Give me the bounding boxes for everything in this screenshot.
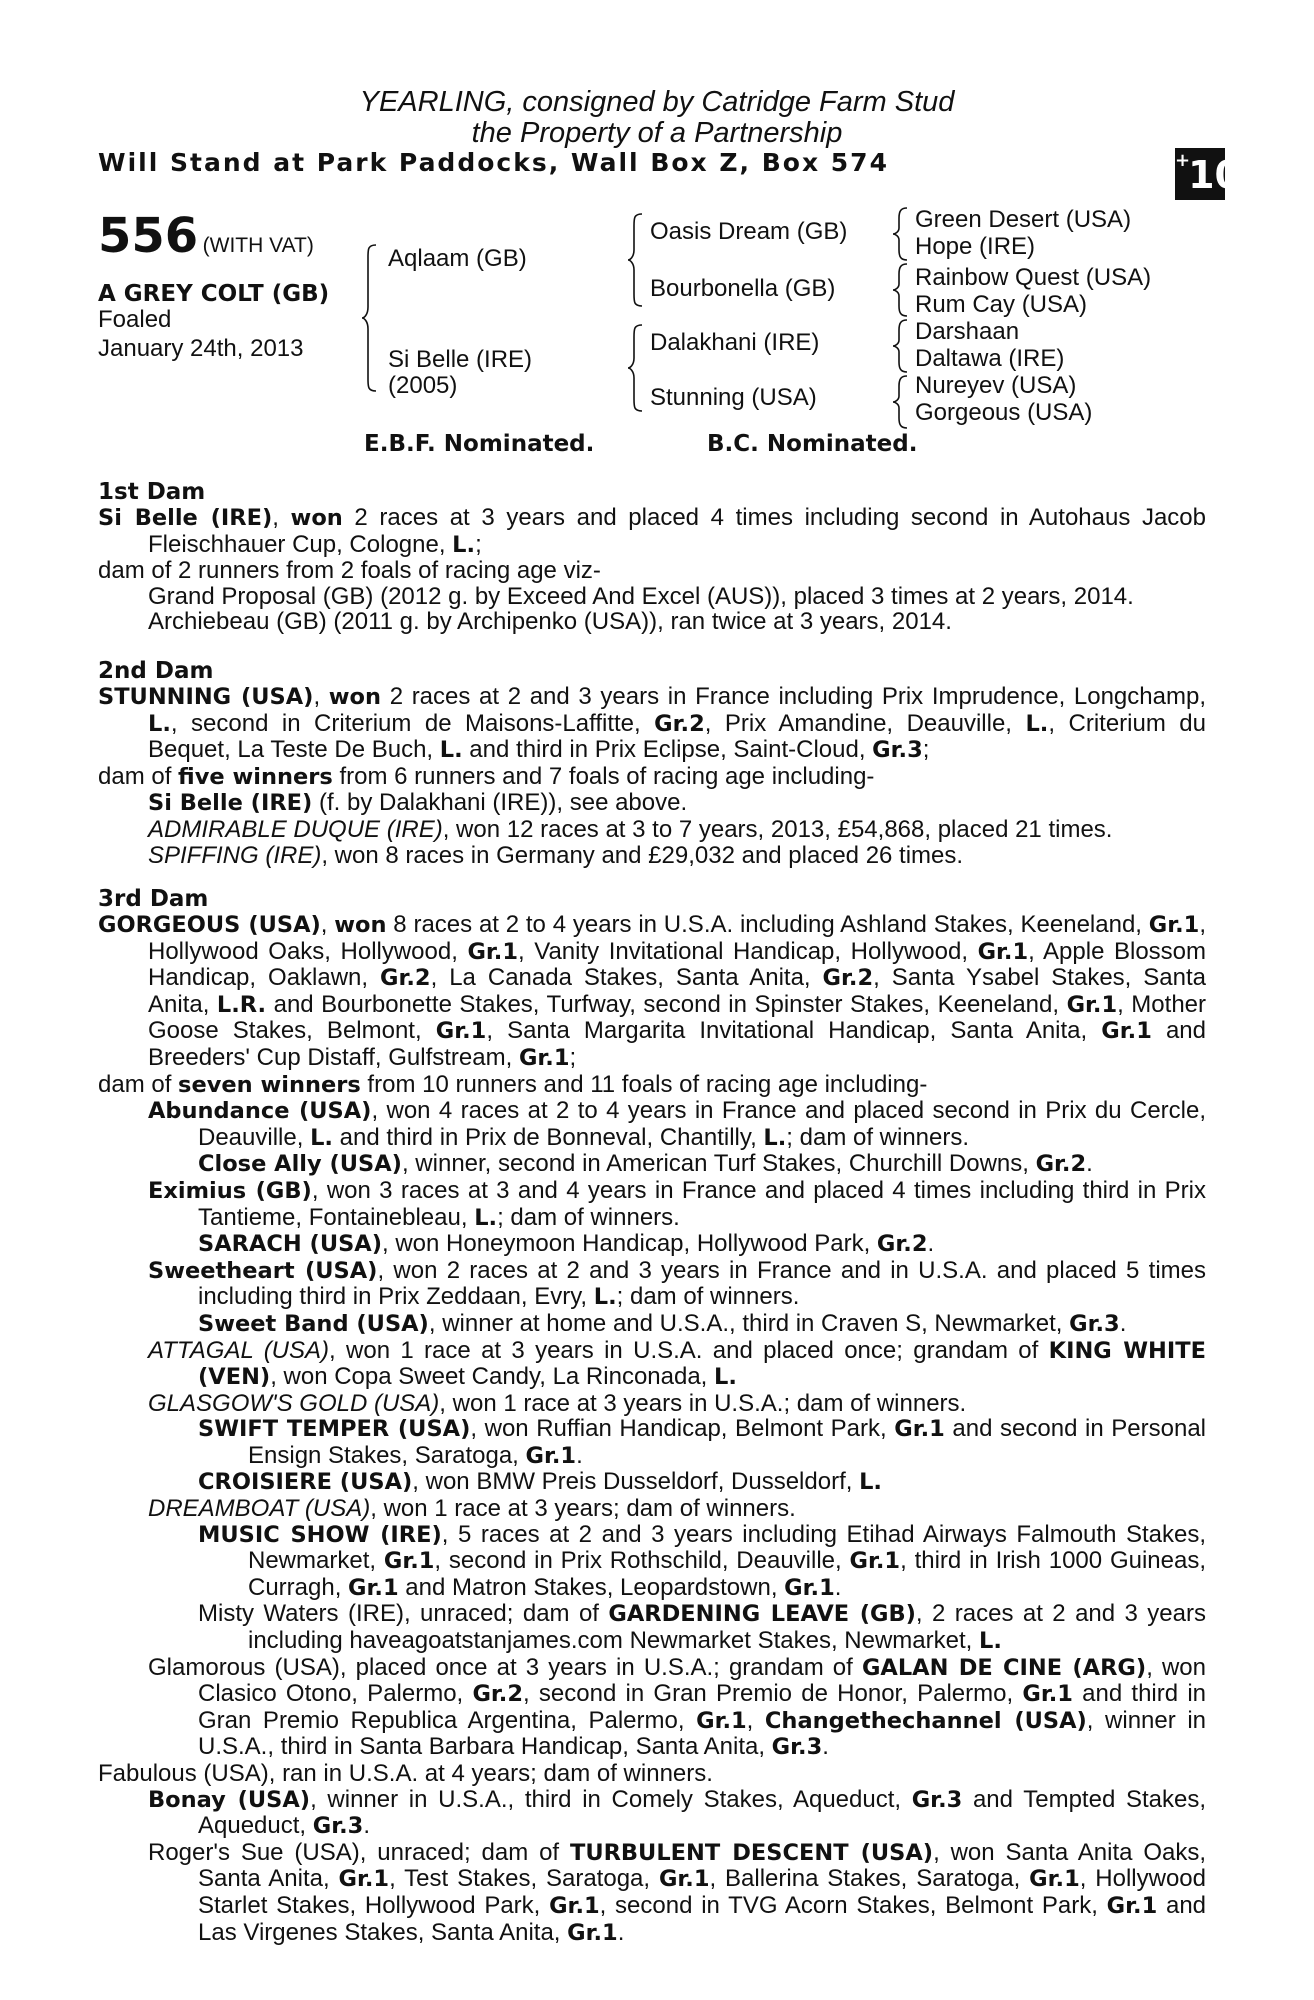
- text-run: and Breeders' Cup Distaff, Gulfstream,: [148, 1017, 1206, 1071]
- race-grade: Gr.1: [467, 938, 519, 965]
- race-grade: Gr.2: [380, 965, 431, 992]
- text-run: , won Honeymoon Handicap, Hollywood Park,: [382, 1230, 877, 1258]
- bc-nominated: B.C. Nominated.: [707, 431, 918, 457]
- race-grade: L.: [763, 1124, 787, 1151]
- text-run: , Hollywood Starlet Stakes, Hollywood Park,: [198, 1865, 1206, 1919]
- race-grade: Gr.1: [348, 1574, 399, 1601]
- race-grade: Gr.2: [654, 710, 705, 737]
- third-dam-name: GORGEOUS (USA): [98, 912, 321, 938]
- horse-name: GALAN DE CINE (ARG): [861, 1654, 1147, 1681]
- bracket-dam: [628, 323, 648, 413]
- text-run: dam of: [98, 762, 179, 790]
- second-dam-name: STUNNING (USA): [98, 684, 314, 710]
- text-run: , second in Gran Premio de Honor, Palermo,: [523, 1680, 1023, 1708]
- race-grade: Gr.1: [1101, 1018, 1152, 1045]
- produce-item: [98, 1258, 1206, 1311]
- race-grade: Gr.3: [872, 737, 923, 764]
- text-run: , winner at home and U.S.A., third in Craven S, Newmarket,: [428, 1309, 1070, 1337]
- text-run: , won 1 race at 3 years in U.S.A. and placed once; grandam of: [329, 1336, 1049, 1364]
- header-line-3: Will Stand at Park Paddocks, Wall Box Z, Box 574: [98, 148, 889, 177]
- text-run: dam of: [98, 1070, 179, 1098]
- produce-item: [98, 1840, 1206, 1946]
- bracket-g3-2: [893, 262, 913, 318]
- text-run: (f. by Dalakhani (IRE)), see above.: [312, 789, 688, 817]
- horse-name: Abundance (USA): [148, 1098, 372, 1125]
- text-run: Misty Waters (IRE), unraced; dam of: [198, 1600, 609, 1628]
- text-run: , won BMW Preis Dusseldorf, Dusseldorf,: [412, 1468, 860, 1496]
- text-run: , Santa Ysabel Stakes, Santa Anita,: [148, 964, 1207, 1018]
- text-run: , winner, second in American Turf Stakes, Churchill Downs,: [401, 1150, 1036, 1178]
- text-run: , second in Criterium de Maisons-Laffitte,: [170, 709, 655, 737]
- race-grade: L.: [439, 737, 463, 764]
- text-run: , Vanity Invitational Handicap, Hollywood,: [518, 937, 978, 965]
- race-grade: Gr.3: [312, 1813, 364, 1840]
- winners-count: five winners: [178, 763, 333, 790]
- race-grade: L.R.: [216, 991, 267, 1018]
- first-dam-produce-intro: dam of 2 runners from 2 foals of racing age viz-: [98, 557, 601, 585]
- text-run: , winner in U.S.A., third in Santa Barbara Handicap, Santa Anita,: [198, 1706, 1206, 1761]
- foaled-label: Foaled: [98, 306, 172, 333]
- sire-sire: Oasis Dream (GB): [650, 218, 848, 245]
- sire: Aqlaam (GB): [388, 245, 527, 272]
- text-run: and Bourbonette Stakes, Turfway, second in Spinster Stakes, Keeneland,: [266, 990, 1067, 1018]
- horse-name: SARACH (USA): [198, 1231, 382, 1258]
- winners-count: seven winners: [178, 1071, 361, 1098]
- produce-item: [98, 843, 1206, 869]
- third-dam-heading: 3rd Dam: [98, 886, 209, 912]
- race-grade: Gr.1: [338, 1866, 390, 1893]
- foaled-date: January 24th, 2013: [98, 335, 304, 362]
- header-line-2: the Property of a Partnership: [471, 117, 843, 149]
- race-grade: Gr.3: [1069, 1310, 1120, 1337]
- text-run: , Test Stakes, Saratoga,: [389, 1865, 659, 1893]
- g3-rainbow-quest: Rainbow Quest (USA): [915, 264, 1152, 291]
- horse-name: TURBULENT DESCENT (USA): [569, 1839, 934, 1866]
- text-run: ;: [922, 736, 930, 764]
- text-run: .: [576, 1441, 583, 1469]
- dam: Si Belle (IRE): [388, 346, 533, 373]
- text-run: , Santa Margarita Invitational Handicap, Santa Anita,: [486, 1017, 1102, 1045]
- race-grade: Gr.1: [525, 1442, 577, 1469]
- text-run: , Mother Goose Stakes, Belmont,: [148, 990, 1206, 1045]
- horse-name: GARDENING LEAVE (GB): [608, 1601, 916, 1628]
- text-run: , won 1 race at 3 years in U.S.A.; dam of winners.: [439, 1389, 967, 1417]
- text-run: ; dam of winners.: [786, 1123, 970, 1151]
- race-grade: Gr.1: [549, 1892, 600, 1919]
- badge-number: 10: [1188, 153, 1241, 197]
- text-run: , Criterium du Bequet, La Teste De Buch,: [148, 709, 1206, 764]
- produce-item: [98, 1655, 1206, 1761]
- text-run: .: [1086, 1150, 1093, 1178]
- text-run: from 6 runners and 7 foals of racing age including-: [332, 762, 875, 790]
- race-grade: Gr.1: [894, 1416, 945, 1443]
- first-dam-listed: L.: [452, 531, 476, 558]
- second-dam-produce-intro: [98, 764, 1206, 791]
- race-grade: Gr.1: [567, 1919, 618, 1946]
- text-run: , La Canada Stakes, Santa Anita,: [430, 964, 823, 992]
- produce-item: [98, 1601, 1206, 1654]
- horse-description: A GREY COLT (GB): [98, 281, 330, 307]
- ebf-nominated: E.B.F. Nominated.: [364, 431, 595, 457]
- text-run: , second in Prix Rothschild, Deauville,: [434, 1547, 850, 1575]
- g3-darshaan: Darshaan: [915, 318, 1020, 345]
- lot-number: 556: [98, 208, 199, 264]
- stud-book-badge: [1175, 148, 1241, 200]
- third-dam-won: won: [334, 912, 387, 938]
- race-grade: Gr.2: [472, 1681, 524, 1708]
- text-run: , Apple Blossom Handicap, Oaklawn,: [148, 937, 1207, 992]
- first-dam-won: won: [290, 505, 343, 531]
- lot-block: [98, 208, 314, 264]
- text-run: Roger's Sue (USA), unraced; dam of: [148, 1838, 570, 1866]
- horse-name: ATTAGAL (USA): [148, 1336, 330, 1364]
- bracket-g3-3: [893, 318, 913, 374]
- produce-item: [98, 1178, 1206, 1231]
- produce-item: Grand Proposal (GB) (2012 g. by Exceed And Excel (AUS)), placed 3 times at 2 years, 2014.: [148, 582, 1134, 610]
- race-grade: Gr.3: [911, 1786, 963, 1813]
- produce-item: [98, 1338, 1206, 1391]
- dam-sire: Dalakhani (IRE): [650, 329, 820, 356]
- race-grade: L.: [859, 1469, 882, 1496]
- horse-name: Changethechannel (USA): [764, 1707, 1087, 1734]
- race-grade: Gr.1: [849, 1548, 901, 1575]
- text-run: , 2 races at 2 and 3 years including haveagoatstanjames.com Newmarket Stakes, Newmarket,: [248, 1600, 1206, 1655]
- text-run: ,: [746, 1706, 765, 1734]
- text-run: , Hollywood Oaks, Hollywood,: [148, 911, 1206, 965]
- race-grade: Gr.1: [1148, 912, 1200, 938]
- text-run: , won Santa Anita Oaks, Santa Anita,: [198, 1838, 1207, 1893]
- horse-name: Close Ally (USA): [198, 1151, 402, 1178]
- race-grade: L.: [148, 710, 171, 737]
- horse-name: Eximius (GB): [148, 1177, 312, 1204]
- race-grade: Gr.1: [1022, 1681, 1073, 1708]
- second-dam-won: won: [328, 684, 382, 710]
- horse-name: DREAMBOAT (USA): [148, 1495, 371, 1523]
- pedigree-bracket-main: [362, 243, 382, 393]
- first-dam-record: Si Belle (IRE), won 2 races at 3 years and placed 4 times including second in Autohaus Jacob Fleischhauer Cup, Cologne, L.;: [98, 504, 1207, 558]
- horse-name: SWIFT TEMPER (USA): [198, 1416, 471, 1443]
- text-run: , 5 races at 2 and 3 years including Etihad Airways Falmouth Stakes, Newmarket,: [248, 1520, 1206, 1575]
- race-grade: L.: [474, 1204, 498, 1231]
- horse-name: Sweetheart (USA): [148, 1257, 378, 1284]
- text-run: , Prix Amandine, Deauville,: [704, 709, 1026, 737]
- produce-item: [98, 1761, 1206, 1787]
- text-run: .: [927, 1230, 935, 1258]
- text-run: 2 races at 2 and 3 years in France including Prix Imprudence, Longchamp,: [381, 683, 1206, 710]
- race-grade: L.: [979, 1628, 1002, 1655]
- text-run: and third in Gran Premio Republica Argentina, Palermo,: [198, 1680, 1206, 1734]
- horse-name: ADMIRABLE DUQUE (IRE): [148, 815, 443, 843]
- produce-item: [98, 1522, 1206, 1602]
- g3-rum-cay: Rum Cay (USA): [915, 291, 1088, 318]
- text-run: ; dam of winners.: [616, 1283, 800, 1311]
- text-run: .: [834, 1573, 842, 1601]
- g3-hope: Hope (IRE): [915, 233, 1036, 260]
- race-grade: Gr.1: [696, 1707, 747, 1734]
- race-grade: Gr.1: [1106, 1892, 1158, 1919]
- dam-dam: Stunning (USA): [650, 384, 817, 411]
- vat-note: (WITH VAT): [202, 234, 314, 257]
- first-dam-heading: 1st Dam: [98, 479, 206, 505]
- bracket-g3-1: [893, 206, 913, 262]
- text-run: , Ballerina Stakes, Saratoga,: [709, 1865, 1030, 1893]
- horse-name: Sweet Band (USA): [198, 1310, 429, 1337]
- text-run: and Matron Stakes, Leopardstown,: [398, 1573, 785, 1601]
- produce-item: [98, 1391, 1206, 1417]
- horse-name: Bonay (USA): [148, 1786, 311, 1813]
- badge-plus: +: [1175, 150, 1191, 171]
- produce-item: [98, 1787, 1206, 1840]
- g3-gorgeous: Gorgeous (USA): [915, 399, 1093, 426]
- race-grade: Gr.3: [771, 1734, 823, 1761]
- produce-item: [98, 1496, 1206, 1522]
- second-dam-record: STUNNING (USA), won 2 races at 2 and 3 years in France including Prix Imprudence, Longchamp, L., second in Criterium de Maisons-Laffitte, Gr.2, Prix Amandine, Deauville, L., Criterium du Bequet, La Teste De Buch, L. and third in Prix Eclipse, Saint-Cloud, Gr.3;: [98, 683, 1206, 764]
- text-run: , won 2 races at 2 and 3 years in France and in U.S.A. and placed 5 times including third in Prix Zeddaan, Evry,: [198, 1256, 1206, 1311]
- text-run: , won 3 races at 3 and 4 years in France and placed 4 times including third in Prix Tantieme, Fontainebleau,: [198, 1176, 1206, 1231]
- produce-item: [98, 817, 1206, 843]
- race-grade: Gr.1: [383, 1548, 435, 1575]
- text-run: from 10 runners and 11 foals of racing age including-: [360, 1070, 928, 1098]
- text-run: Glamorous (USA), placed once at 3 years in U.S.A.; grandam of: [148, 1653, 862, 1681]
- text-run: and third in Prix Eclipse, Saint-Cloud,: [462, 736, 873, 764]
- race-grade: Gr.1: [977, 938, 1029, 965]
- horse-name: Si Belle (IRE): [148, 790, 313, 817]
- g3-daltawa: Daltawa (IRE): [915, 345, 1065, 372]
- text-run: , won 12 races at 3 to 7 years, 2013, £54,868, placed 21 times.: [442, 815, 1113, 843]
- second-dam-section: [98, 658, 1206, 868]
- text-run: .: [822, 1733, 829, 1761]
- text-run: .: [1119, 1309, 1127, 1337]
- race-grade: Gr.2: [876, 1231, 928, 1258]
- text-run: and third in Prix de Bonneval, Chantilly,: [332, 1123, 764, 1151]
- horse-name: CROISIERE (USA): [198, 1469, 413, 1496]
- first-dam-section: [98, 479, 1206, 635]
- race-grade: Gr.1: [435, 1018, 487, 1045]
- race-grade: Gr.1: [1066, 991, 1118, 1018]
- text-run: , won Copa Sweet Candy, La Rinconada,: [270, 1363, 715, 1391]
- g3-nureyev: Nureyev (USA): [915, 372, 1077, 399]
- text-run: 8 races at 2 to 4 years in U.S.A. including Ashland Stakes, Keeneland,: [386, 911, 1149, 938]
- race-grade: L.: [1025, 710, 1049, 737]
- text-run: , second in TVG Acorn Stakes, Belmont Park,: [599, 1891, 1107, 1919]
- text-run: , won 8 races in Germany and £29,032 and placed 26 times.: [321, 841, 964, 869]
- produce-item: [98, 1151, 1206, 1178]
- text-run: , won Ruffian Handicap, Belmont Park,: [470, 1415, 895, 1443]
- horse-name: MUSIC SHOW (IRE): [198, 1521, 442, 1548]
- second-dam-heading: 2nd Dam: [98, 658, 214, 684]
- race-grade: L.: [714, 1364, 737, 1391]
- text-run: and Las Virgenes Stakes, Santa Anita,: [198, 1891, 1207, 1946]
- race-grade: Gr.1: [1029, 1866, 1080, 1893]
- bracket-sire: [628, 212, 648, 308]
- produce-item: [98, 1098, 1206, 1151]
- text-run: , third in Irish 1000 Guineas, Curragh,: [248, 1547, 1206, 1601]
- text-run: .: [617, 1918, 625, 1946]
- third-dam-record: GORGEOUS (USA), won 8 races at 2 to 4 years in U.S.A. including Ashland Stakes, Keeneland, Gr.1, Hollywood Oaks, Hollywood, Gr.1, Vanity Invitational Handicap, Hollywood, Gr.1, Apple Blossom Handicap, Oaklawn, Gr.2, La Canada Stakes, Santa Anita, Gr.2, Santa Ysabel Stakes, Santa Anita, L.R. and Bourbonette Stakes, Turfway, second in Spinster Stakes, Keeneland, Gr.1, Mother Goose Stakes, Belmont, Gr.1, Santa Margarita Invitational Handicap, Santa Anita, Gr.1 and Breeders' Cup Distaff, Gulfstream, Gr.1;: [98, 911, 1207, 1071]
- first-dam-text: 2 races at 3 years and placed 4 times including second in Autohaus Jacob Fleischhauer Cup, Cologne,: [148, 504, 1207, 558]
- race-grade: Gr.1: [784, 1574, 835, 1601]
- race-grade: L.: [310, 1124, 333, 1151]
- third-dam-produce-intro: [98, 1072, 1206, 1099]
- header-line-1: YEARLING, consigned by Catridge Farm Stud: [359, 86, 955, 118]
- produce-item: [98, 790, 1206, 817]
- race-grade: L.: [593, 1284, 617, 1311]
- text-run: Fabulous (USA), ran in U.S.A. at 4 years; dam of winners.: [98, 1760, 713, 1787]
- third-dam-section: [98, 886, 1206, 1946]
- dam-year: (2005): [388, 372, 458, 399]
- race-grade: Gr.1: [518, 1044, 570, 1071]
- g3-green-desert: Green Desert (USA): [915, 206, 1132, 233]
- text-run: , won 1 race at 3 years; dam of winners.: [370, 1495, 796, 1523]
- text-run: , winner in U.S.A., third in Comely Stakes, Aqueduct,: [310, 1785, 912, 1813]
- first-dam-name: Si Belle (IRE): [98, 505, 273, 531]
- text-run: .: [363, 1812, 370, 1840]
- text-run: ;: [569, 1043, 577, 1071]
- produce-item: [98, 1231, 1206, 1258]
- text-run: , won Clasico Otono, Palermo,: [198, 1653, 1207, 1708]
- produce-item: [98, 1416, 1206, 1469]
- produce-item: [98, 1311, 1206, 1338]
- text-run: , won 4 races at 2 to 4 years in France and placed second in Prix du Cercle, Deauville,: [198, 1097, 1207, 1151]
- race-grade: Gr.2: [1035, 1151, 1087, 1178]
- text-run: ; dam of winners.: [497, 1203, 680, 1231]
- sire-dam: Bourbonella (GB): [650, 275, 836, 302]
- horse-name: KING WHITE (VEN): [198, 1337, 1206, 1391]
- produce-item: Archiebeau (GB) (2011 g. by Archipenko (USA)), ran twice at 3 years, 2014.: [148, 608, 952, 636]
- race-grade: Gr.2: [822, 965, 874, 992]
- bracket-g3-4: [893, 374, 913, 430]
- text-run: and second in Personal Ensign Stakes, Saratoga,: [248, 1415, 1206, 1469]
- text-run: and Tempted Stakes, Aqueduct,: [198, 1785, 1206, 1840]
- horse-name: GLASGOW'S GOLD (USA): [148, 1389, 440, 1417]
- horse-name: SPIFFING (IRE): [148, 841, 322, 869]
- first-dam-text-end: ;: [475, 530, 482, 558]
- produce-item: [98, 1469, 1206, 1496]
- race-grade: Gr.1: [658, 1866, 710, 1893]
